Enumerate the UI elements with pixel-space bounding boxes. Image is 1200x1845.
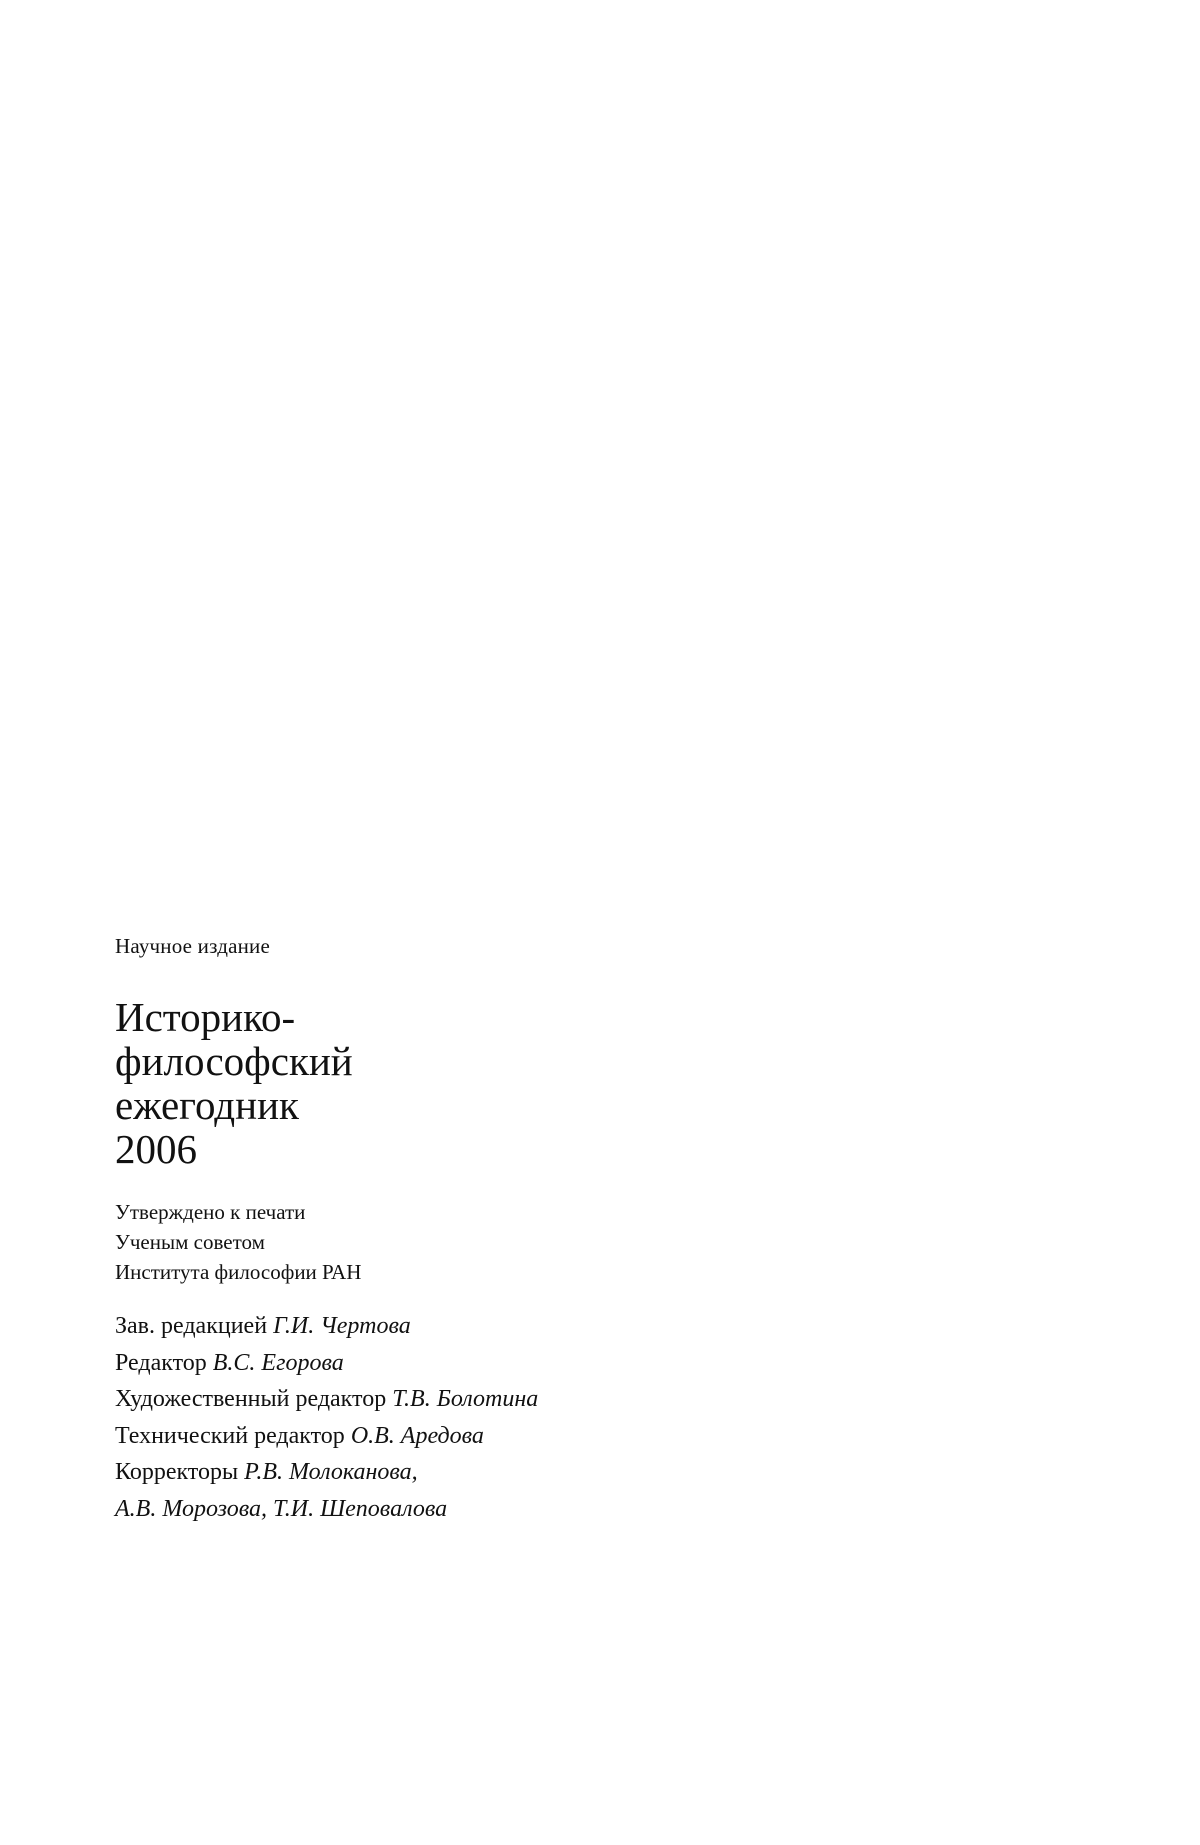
credit-technical-editor [115,1418,538,1455]
editorial-credits [115,1308,538,1527]
credit-name: Г.И. Чертова [273,1313,411,1339]
credit-name: В.С. Егорова [212,1349,344,1376]
approval-line: Института философии РАН [115,1260,362,1284]
credit-role: Корректоры [115,1459,245,1485]
credit-name: Т.В. Болотина [392,1386,539,1412]
credit-name: О.В. Аредова [350,1422,484,1449]
book-title-line: Историко- [115,994,296,1040]
book-title-line: философский [115,1038,353,1084]
credit-editor [115,1345,538,1382]
credit-role: Технический редактор [115,1422,351,1449]
credit-managing-editor [115,1308,538,1345]
credit-role: Редактор [115,1349,213,1376]
approval-line: Утверждено к печати [115,1200,306,1224]
series-label: Научное издание [115,934,271,958]
book-title [115,995,353,1171]
credit-name: Р.В. Молоканова, [244,1459,418,1485]
approval-note [115,1197,361,1287]
approval-line: Ученым советом [115,1230,265,1254]
book-title-line: ежегодник [115,1082,299,1128]
credit-proofreaders-continued [115,1491,538,1528]
credit-art-editor [115,1381,538,1418]
book-title-year: 2006 [115,1126,197,1172]
credit-role: Зав. редакцией [115,1313,274,1339]
credit-name: А.В. Морозова, Т.И. Шеповалова [115,1495,448,1522]
credit-proofreaders [115,1454,538,1491]
credit-role: Художественный редактор [115,1386,393,1412]
